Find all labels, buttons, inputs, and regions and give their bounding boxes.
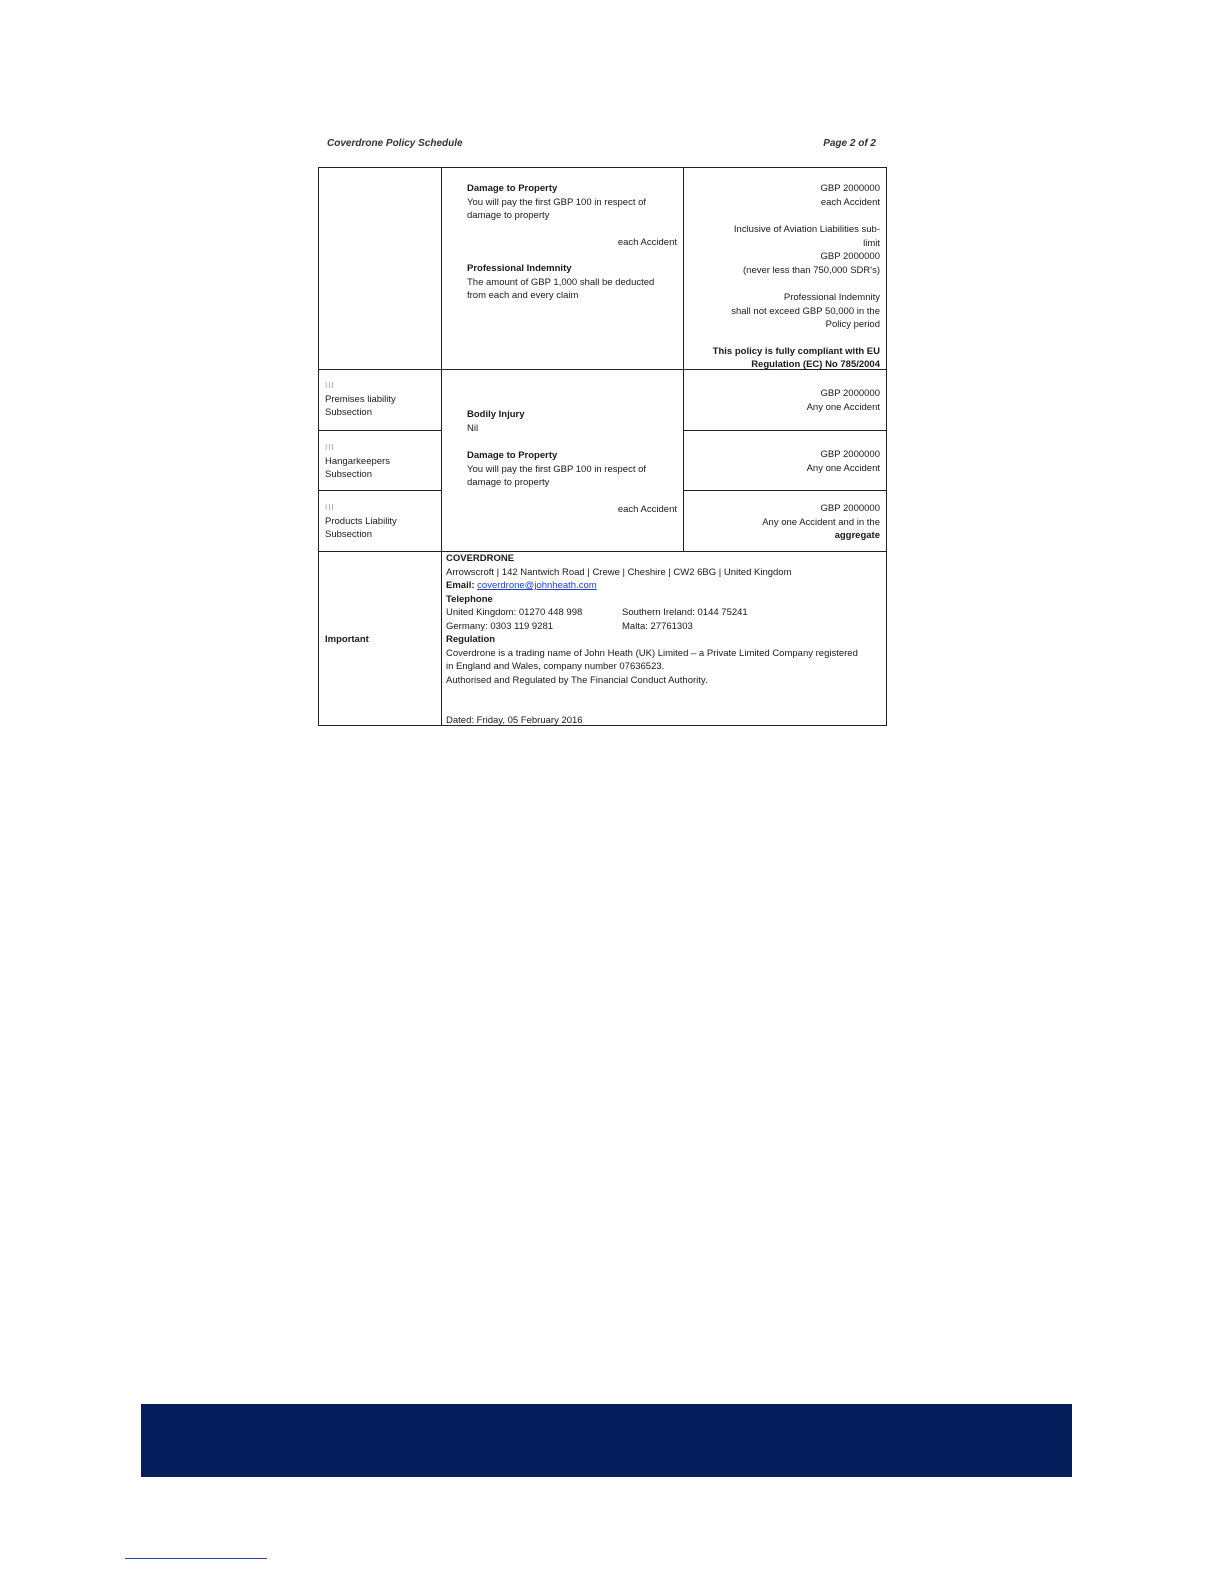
table-divider: [683, 490, 887, 491]
each-accident-label: each Accident: [617, 503, 677, 515]
table-divider: [319, 430, 441, 431]
regulation-heading: Regulation: [446, 634, 496, 645]
limit-amount: GBP 2000000: [820, 183, 880, 194]
subsection-label-premises: [325, 379, 437, 420]
regulation-text: in England and Wales, company number 07636523.: [446, 661, 665, 672]
subsection-limit-products: [689, 502, 880, 543]
email-label: Email:: [446, 580, 475, 591]
limit-amount: GBP 2000000: [820, 388, 880, 399]
limits-cell: [689, 182, 880, 372]
professional-indemnity-heading: Professional Indemnity: [467, 263, 572, 274]
limit-basis: Any one Accident and in the: [762, 516, 880, 528]
document-title: Coverdrone Policy Schedule: [327, 138, 463, 149]
footer-rule: [125, 1558, 267, 1559]
table-divider: [683, 168, 684, 551]
subsection-label-hangarkeepers: [325, 441, 437, 482]
table-divider: [319, 490, 441, 491]
damage-text: You will pay the first GBP 100 in respect of: [467, 463, 647, 475]
subsection-name: Premises liability: [325, 393, 396, 405]
subsection-name: Products Liability: [325, 515, 397, 527]
table-divider: [441, 168, 442, 726]
indemnity-text: The amount of GBP 1,000 shall be deducted: [467, 276, 655, 288]
email-line: [446, 579, 884, 593]
company-name: COVERDRONE: [446, 553, 515, 564]
aviation-sublimit-text: Inclusive of Aviation Liabilities sub-: [733, 224, 880, 235]
footer-band: [141, 1404, 1072, 1477]
pi-limit-text: Policy period: [825, 319, 880, 330]
damage-text: You will pay the first GBP 100 in respect of: [467, 196, 647, 208]
subsection-name: Hangarkeepers: [325, 455, 390, 467]
phone-uk: United Kingdom: 01270 448 998: [446, 607, 583, 618]
regulation-text: Coverdrone is a trading name of John Heath (UK) Limited – a Private Limited Company registered: [446, 647, 858, 659]
phone-row: [446, 606, 884, 620]
company-address: Arrowscroft | 142 Nantwich Road | Crewe | Cheshire | CW2 6BG | United Kingdom: [446, 566, 792, 578]
regulation-text: Authorised and Regulated by The Financial Conduct Authority.: [446, 674, 708, 686]
dated-line: Dated: Friday, 05 February 2016: [446, 715, 583, 726]
pi-limit-heading: Professional Indemnity: [783, 292, 880, 303]
subsection-limit-hangarkeepers: [689, 448, 880, 475]
pi-limit-text: shall not exceed GBP 50,000 in the: [731, 305, 880, 317]
contact-info-cell: [446, 552, 884, 728]
limit-amount: GBP 2000000: [820, 251, 880, 262]
compliance-text: Regulation (EC) No 785/2004: [751, 359, 880, 370]
marker-icon: III: [325, 381, 335, 390]
important-label: Important: [325, 634, 369, 645]
compliance-text: This policy is fully compliant with EU: [712, 345, 880, 357]
bodily-injury-heading: Bodily Injury: [467, 409, 525, 420]
limit-basis: each Accident: [820, 196, 880, 208]
page-number: Page 2 of 2: [823, 138, 876, 149]
damage-text: damage to property: [467, 210, 550, 221]
bodily-injury-value: Nil: [467, 422, 479, 434]
subsection-name: Subsection: [325, 469, 373, 480]
phone-germany: Germany: 0303 119 9281: [446, 620, 554, 632]
sdr-text: (never less than 750,000 SDR's): [743, 264, 880, 276]
email-link[interactable]: coverdrone@johnheath.com: [477, 580, 597, 591]
limit-basis: Any one Accident: [806, 462, 880, 474]
aviation-sublimit-text: limit: [863, 237, 880, 249]
limit-basis: Any one Accident: [806, 401, 880, 413]
damage-to-property-heading: Damage to Property: [467, 450, 558, 461]
subsection-label-products: [325, 501, 437, 542]
limit-amount: GBP 2000000: [820, 503, 880, 514]
subsection-name: Subsection: [325, 407, 373, 418]
damage-text: damage to property: [467, 477, 550, 488]
marker-icon: III: [325, 503, 335, 512]
deductibles-cell: [467, 182, 677, 303]
damage-to-property-heading: Damage to Property: [467, 183, 558, 194]
telephone-heading: Telephone: [446, 593, 493, 605]
subsection-limit-premises: [689, 387, 880, 414]
marker-icon: III: [325, 443, 335, 452]
indemnity-text: from each and every claim: [467, 290, 579, 301]
policy-schedule-table: [318, 167, 887, 726]
table-divider: [683, 430, 887, 431]
subsection-name: Subsection: [325, 529, 373, 540]
limit-amount: GBP 2000000: [820, 449, 880, 460]
limit-basis: aggregate: [834, 530, 880, 541]
phone-malta: Malta: 27761303: [622, 620, 693, 632]
subsection-deductibles-cell: [467, 408, 677, 516]
each-accident-label: each Accident: [617, 236, 677, 248]
phone-row: [446, 620, 884, 634]
phone-ireland: Southern Ireland: 0144 75241: [622, 607, 748, 618]
